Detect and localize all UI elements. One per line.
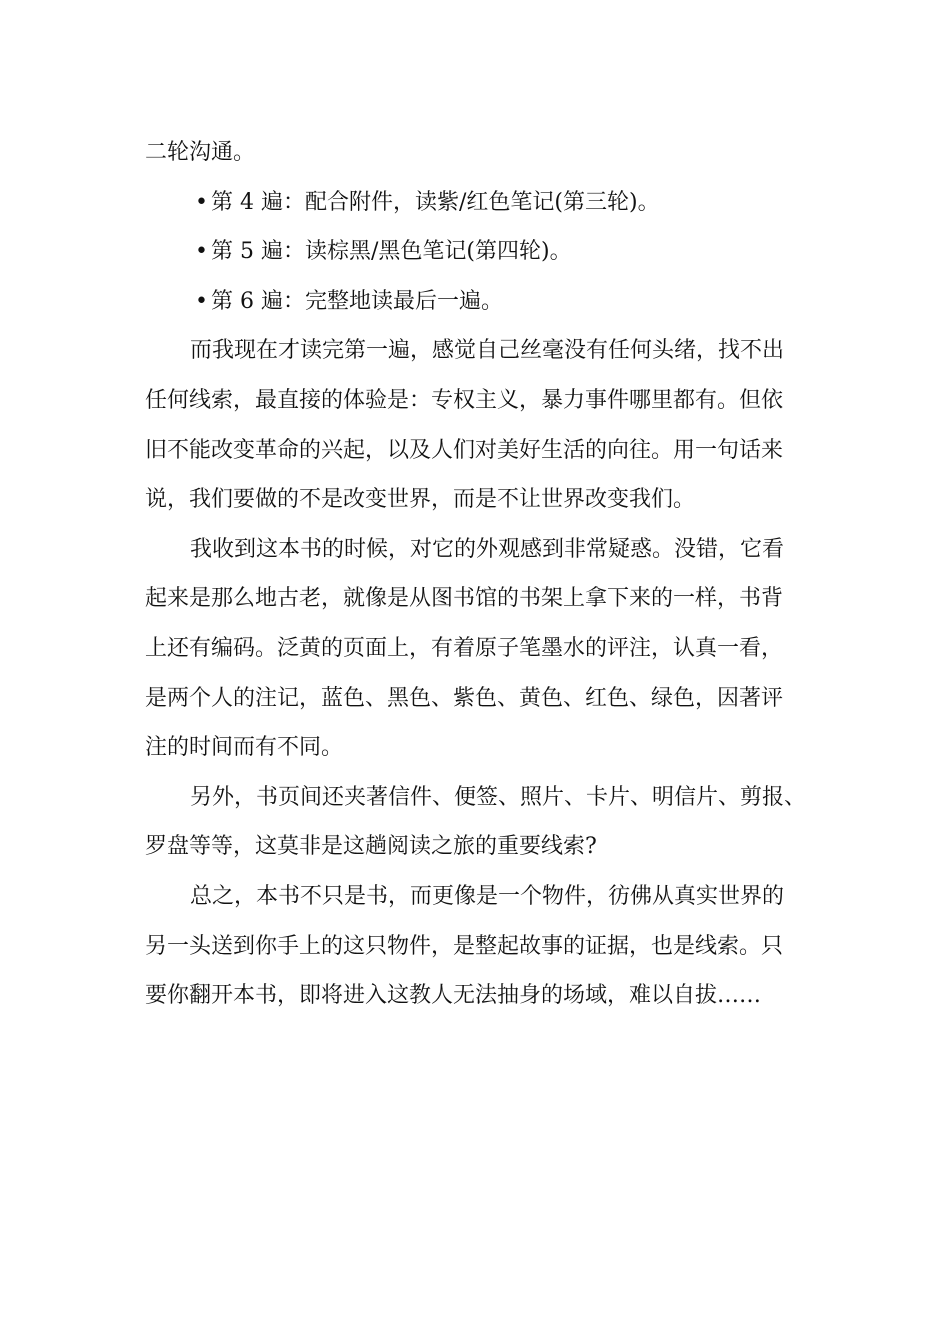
paragraph-line: 罗盘等等，这莫非是这趟阅读之旅的重要线索? <box>145 834 597 860</box>
bullet-icon: • <box>195 239 208 265</box>
bullet-icon: • <box>195 189 208 215</box>
paragraph-line: 另一头送到你手上的这只物件，是整起故事的证据，也是线索。只 <box>145 933 784 959</box>
paragraph-line: 上还有编码。泛黄的页面上，有着原子笔墨水的评注，认真一看， <box>145 635 784 661</box>
reading-step-item <box>145 178 835 228</box>
document-body <box>145 128 835 1021</box>
paragraph-line: 总之，本书不只是书，而更像是一个物件，彷佛从真实世界的 <box>190 883 785 909</box>
paragraph-line: 旧不能改变革命的兴起，以及人们对美好生活的向往。用一句话来 <box>145 437 784 463</box>
paragraph-line: 要你翻开本书，即将进入这教人无法抽身的场域，难以自拔…… <box>145 983 762 1009</box>
paragraph-line: 另外，书页间还夹著信件、便签、照片、卡片、明信片、剪报、 <box>190 784 807 810</box>
paragraph-line: 说，我们要做的不是改变世界，而是不让世界改变我们。 <box>145 487 696 513</box>
reading-step-text: 第 6 遍：完整地读最后一遍。 <box>211 288 503 314</box>
paragraph-line: 二轮沟通。 <box>145 140 256 165</box>
paragraph-line: 而我现在才读完第一遍，感觉自己丝毫没有任何头绪，找不出 <box>190 338 785 364</box>
reading-step-item <box>145 227 835 277</box>
paragraph-line: 任何线索，最直接的体验是：专权主义，暴力事件哪里都有。但依 <box>145 387 784 413</box>
paragraph-line: 起来是那么地古老，就像是从图书馆的书架上拿下来的一样，书背 <box>145 586 784 612</box>
bullet-icon: • <box>195 288 208 314</box>
reading-step-item <box>145 277 835 327</box>
paragraph-line: 我收到这本书的时候，对它的外观感到非常疑惑。没错，它看 <box>190 536 785 562</box>
reading-step-text: 第 5 遍：读棕黑/黑色笔记(第四轮)。 <box>211 239 572 265</box>
paragraph-line: 是两个人的注记，蓝色、黑色、紫色、黄色、红色、绿色，因著评 <box>145 685 784 711</box>
reading-step-text: 第 4 遍：配合附件，读紫/红色笔记(第三轮)。 <box>211 189 660 215</box>
paragraph-line: 注的时间而有不同。 <box>145 735 344 761</box>
